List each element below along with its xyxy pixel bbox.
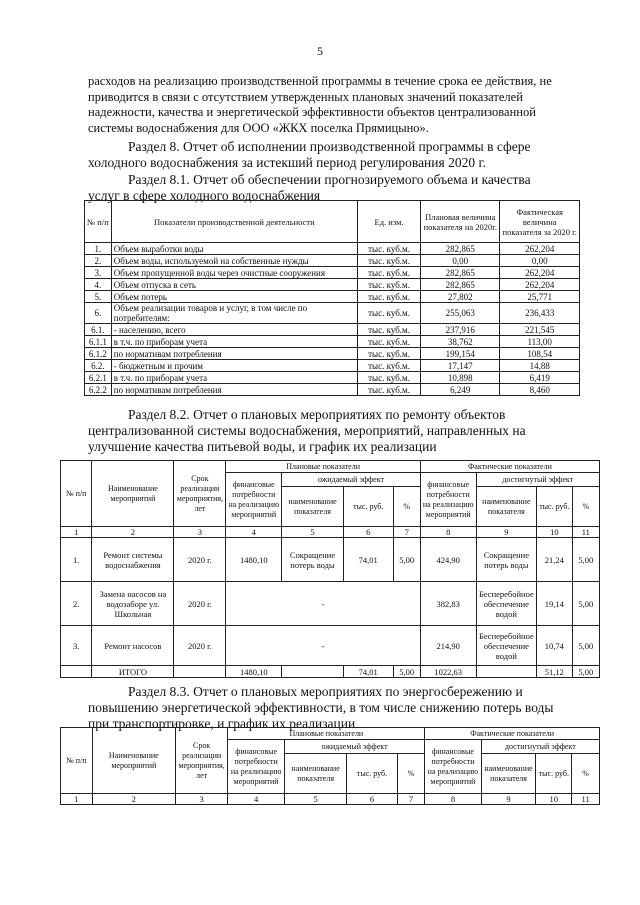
intro-paragraph: расходов на реализацию производственной программы в течение срока ее действия, не приводится в связи с отсутствием утвержденных плановых значений показателей надежности, качества и энергетической эффективности объектов централизованной системы водоснабжения для ООО «ЖКХ поселка Прямицыно». xyxy=(88,74,552,135)
table-row: 5. Объем потерь тыс. куб.м. 27,802 25,771 xyxy=(85,291,580,303)
table-row: 2. Замена насосов на водозаборе ул. Школьная 2020 г. - 382,83 Бесперебойное обеспечение водой 19,14 5,00 xyxy=(61,582,600,626)
table-row: 6.2.2 по нормативам потребления тыс. куб.м. 6,249 8,460 xyxy=(85,384,580,396)
repair-measures-table: № п/п Наименование мероприятий Срок реализации мероприятия, лет Плановые показатели Фактические показатели финансовые потребности на реализацию мероприятий ожидаемый эффект финансовые потребности на реализацию мероприятий достигнутый эффект наименование показателя тыс. руб. % наименование показателя тыс. руб. % 1 2 3 4 5 6 7 8 9 10 11 1. Ремонт системы водоснабжения 2020 г. 1480,10 Сокращение потерь воды 74,01 5,00 424,90 Сокращение потерь воды 21,24 5,00 2. Замена насосов на водозаборе ул. Школьная 2020 г. - 382,83 Бесперебойное обеспечение водой 19,14 5,00 3. Ремонт насосов 2020 г. - 214,90 Бесперебойное обеспечение водой 10,74 5,00 ИТОГО 1480,10 74,01 5,00 1022,63 51,12 5,00 xyxy=(60,460,600,678)
page-number: 5 xyxy=(317,44,323,58)
table-row: 6.2. - бюджетным и прочим тыс. куб.м. 17,147 14,88 xyxy=(85,360,580,372)
table-row: 6.1. - населению, всего тыс. куб.м. 237,916 221,545 xyxy=(85,324,580,336)
total-row: ИТОГО 1480,10 74,01 5,00 1022,63 51,12 5,00 xyxy=(61,666,600,678)
table-row: 6.1.1 в т.ч. по приборам учета тыс. куб.м. 38,762 113,00 xyxy=(85,336,580,348)
section-8-1-heading: Раздел 8.1. Отчет об обеспечении прогнозируемого объема и качества услуг в сфере холодного водоснабжения xyxy=(88,172,531,203)
table-row: 2. Объем воды, используемой на собственные нужды тыс. куб.м. 0,00 0,00 xyxy=(85,255,580,267)
table-row: 6.1.2 по нормативам потребления тыс. куб.м. 199,154 108,54 xyxy=(85,348,580,360)
table-row: 1. Ремонт системы водоснабжения 2020 г. 1480,10 Сокращение потерь воды 74,01 5,00 424,90 Сокращение потерь воды 21,24 5,00 xyxy=(61,538,600,582)
section-8-heading: Раздел 8. Отчет об исполнении производственной программы в сфере холодного водоснабжения за истекший период регулирования 2020 г. xyxy=(88,139,531,170)
table-row: 1. Объем выработки воды тыс. куб.м. 282,865 262,204 xyxy=(85,243,580,255)
table-row: 3. Объем пропущенной воды через очистные сооружения тыс. куб.м. 282,865 262,204 xyxy=(85,267,580,279)
table-row: 6. Объем реализации товаров и услуг, в том числе по потребителям: тыс. куб.м. 255,063 236,433 xyxy=(85,303,580,324)
energy-measures-table: № п/п Наименование мероприятий Срок реализации мероприятия, лет Плановые показатели Фактические показатели финансовые потребности на реализацию мероприятий ожидаемый эффект финансовые потребности на реализацию мероприятий достигнутый эффект наименование показателя тыс. руб. % наименование показателя тыс. руб. % 1 2 3 4 5 6 7 8 9 10 11 xyxy=(60,727,600,805)
table-row: 4. Объем отпуска в сеть тыс. куб.м. 282,865 262,204 xyxy=(85,279,580,291)
section-8-3-heading: Раздел 8.3. Отчет о плановых мероприятиях по энергосбережению и повышению энергетической эффективности, в том числе снижению потерь воды при транспортировке, и график их реализации xyxy=(88,684,554,731)
output-volume-table: № п/п Показатели производственной деятельности Ед. изм. Плановая величина показателя на 2020г. Фактическая величина показателя за 2020 г. 1. Объем выработки воды тыс. куб.м. 282,865 262,204 2. Объем воды, используемой на собственные нужды тыс. куб.м. 0,00 0,00 3. Объем пропущенной воды через очистные сооружения тыс. куб.м. 282,865 262,204 4. Объем отпуска в сеть тыс. куб.м. 282,865 262,204 5. Объем потерь тыс. куб.м. 27,802 25,771 6. Объем реализации товаров и услуг, в том числе по потребителям: тыс. куб.м. 255,063 236,433 6.1. - населению, всего тыс. куб.м. 237,916 221,545 6.1.1 в т.ч. по приборам учета тыс. куб.м. 38,762 113,00 6.1.2 по нормативам потребления тыс. куб.м. 199,154 108,54 6.2. - бюджетным и прочим тыс. куб.м. 17,147 14,88 6.2.1 в т.ч. по приборам учета тыс. куб.м. 10,898 6,419 6.2.2 по нормативам потребления тыс. куб.м. 6,249 8,460 xyxy=(84,200,580,396)
section-8-2-heading: Раздел 8.2. Отчет о плановых мероприятиях по ремонту объектов централизованной системы водоснабжения, мероприятий, направленных на улучшение качества питьевой воды, и график их реализации xyxy=(88,407,526,454)
table-row: 6.2.1 в т.ч. по приборам учета тыс. куб.м. 10,898 6,419 xyxy=(85,372,580,384)
table-row: 3. Ремонт насосов 2020 г. - 214,90 Бесперебойное обеспечение водой 10,74 5,00 xyxy=(61,626,600,666)
